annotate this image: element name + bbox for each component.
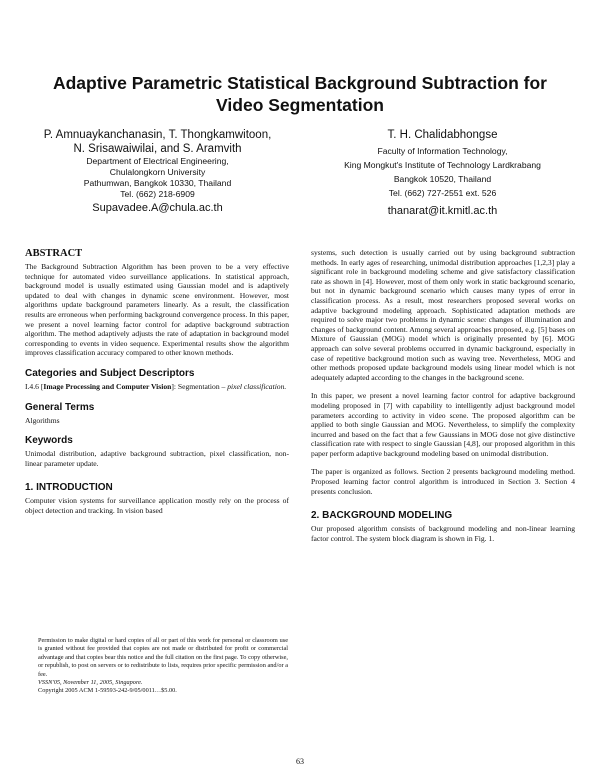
categories-middle: ]: Segmentation – bbox=[171, 381, 226, 391]
author-affiliation: Faculty of Information Technology, bbox=[377, 146, 508, 156]
copyright-notice: Copyright 2005 ACM 1-59593-242-9/05/0011…$5.00. bbox=[38, 687, 177, 695]
author-affiliation: Chulalongkorn University bbox=[109, 167, 206, 177]
introduction-section bbox=[25, 482, 289, 515]
author-address: Bangkok 10520, Thailand bbox=[393, 174, 492, 184]
background-modeling-heading: 2. BACKGROUND MODELING bbox=[311, 510, 453, 522]
general-terms-section bbox=[25, 402, 289, 426]
general-terms-heading: General Terms bbox=[25, 401, 95, 413]
author-names: T. H. Chalidabhongse bbox=[387, 129, 498, 141]
author-email: thanarat@it.kmitl.ac.th bbox=[387, 205, 498, 217]
categories-heading: Categories and Subject Descriptors bbox=[25, 367, 195, 379]
permission-notice bbox=[38, 637, 288, 696]
introduction-text: Computer vision systems for surveillance application mostly rely on the process of object detection and tracking. In vision based bbox=[25, 496, 289, 515]
author-names: N. Srisawaiwilai, and S. Aramvith bbox=[73, 143, 242, 155]
author-block-2 bbox=[310, 128, 575, 218]
author-email: Supavadee.A@chula.ac.th bbox=[92, 202, 223, 214]
introduction-paragraph: The paper is organized as follows. Section 2 presents background modeling method. Proposed learning factor control algorithm is introduced in Section 3. Section 4 presents conclusion. bbox=[311, 467, 575, 496]
introduction-heading: 1. INTRODUCTION bbox=[25, 482, 113, 494]
categories-section bbox=[25, 368, 289, 392]
abstract-heading: ABSTRACT bbox=[25, 248, 83, 259]
abstract-text: The Background Subtraction Algorithm has been proven to be a very effective technique for automated video surveillance applications. In statistical approach, background model is usually estimated using Gaussian model and is adaptively updated to deal with changes in dynamic scene environment. However, most algorithms update background parameters linearly. As a result, the classification results are erroneous when performing background convergence process. In this paper, we present a novel learning factor control for adaptive background subtraction algorithm. The method adaptively adjusts the rate of adaptation in background model corresponding to events in video sequence. Experimental results show the algorithm improves classification accuracy compared to other known methods. bbox=[25, 262, 289, 358]
author-names: P. Amnuaykanchanasin, T. Thongkamwitoon, bbox=[43, 129, 272, 141]
keywords-section bbox=[25, 435, 289, 468]
author-address: Pathumwan, Bangkok 10330, Thailand bbox=[83, 178, 232, 188]
categories-prefix: I.4.6 [ bbox=[25, 381, 44, 391]
keywords-heading: Keywords bbox=[25, 435, 73, 447]
general-terms-text: Algorithms bbox=[25, 415, 60, 425]
introduction-paragraph: In this paper, we present a novel learning factor control for adaptive background modeling proposed in [7] with capability to intelligently adjust background model parameters according to activity in video scene. The proposed algorithm can be applied to both single Gaussian and MOG. Nevertheless, to simplify the complexity incurred and based on the fact that a few Gaussians in MOG dose not give distinctive classification rate with respect to single Gaussian [4,8], our proposed algorithm in this paper perform adaptive background modeling based on unimodal distribution. bbox=[311, 391, 575, 458]
left-column bbox=[25, 248, 289, 516]
categories-bold: Image Processing and Computer Vision bbox=[43, 381, 172, 391]
author-phone: Tel. (662) 218-6909 bbox=[120, 189, 195, 199]
author-block-1 bbox=[25, 128, 290, 215]
conference-info: VSSN'05, November 11, 2005, Singapore. bbox=[38, 679, 143, 687]
author-affiliation: Department of Electrical Engineering, bbox=[86, 156, 229, 166]
categories-text bbox=[25, 382, 289, 392]
introduction-paragraph: systems, such detection is usually carried out by using background subtraction methods. In early ages of researching, unimodal distribution approaches [1,2,3] play a significant role in background modeling scheme and give satisfactory classification rate as shown in [4]. However, most of them only work in static background scenario, but not in dynamic background scenario which causes many types of error in classification process. As a result, most researchers proposed several works on adaptive background modeling approach. Sophisticated adaptation methods are required to solve major two problems in dynamic scene: changes of illumination and changes of background content. Among several approaches proposed, e.g. [5] bases on Mixture of Gaussian (MOG) model which is originally presented by [6]. MOG approach can solve several problems occurred in dynamic background, especially in case of repetitive background motion such as waving tree. Nevertheless, MOG and other methods proposed update background models using linear model which is not adequately adapted according to the changes in the background scene. bbox=[311, 248, 575, 382]
keywords-text: Unimodal distribution, adaptive background subtraction, pixel classification, non-linear parameter update. bbox=[25, 449, 289, 468]
right-column bbox=[311, 248, 575, 543]
categories-italic: pixel classification. bbox=[227, 381, 287, 391]
background-modeling-text: Our proposed algorithm consists of background modeling and non-linear learning factor control. The system block diagram is shown in Fig. 1. bbox=[311, 524, 575, 543]
author-phone: Tel. (662) 727-2551 ext. 526 bbox=[388, 188, 497, 198]
page-number: 63 bbox=[296, 757, 304, 766]
permission-text: Permission to make digital or hard copies of all or part of this work for personal or classroom use is granted without fee provided that copies are not made or distributed for profit or commercial advantage and that copies bear this notice and the full citation on the first page. To copy otherwise, or republish, to post on servers or to redistribute to lists, requires prior specific permission and/or a fee. bbox=[38, 637, 288, 678]
paper-title: Adaptive Parametric Statistical Background Subtraction for Video Segmentation bbox=[52, 73, 547, 115]
background-modeling-section bbox=[311, 510, 575, 543]
author-affiliation: King Mongkut's Institute of Technology Lardkrabang bbox=[344, 160, 541, 170]
